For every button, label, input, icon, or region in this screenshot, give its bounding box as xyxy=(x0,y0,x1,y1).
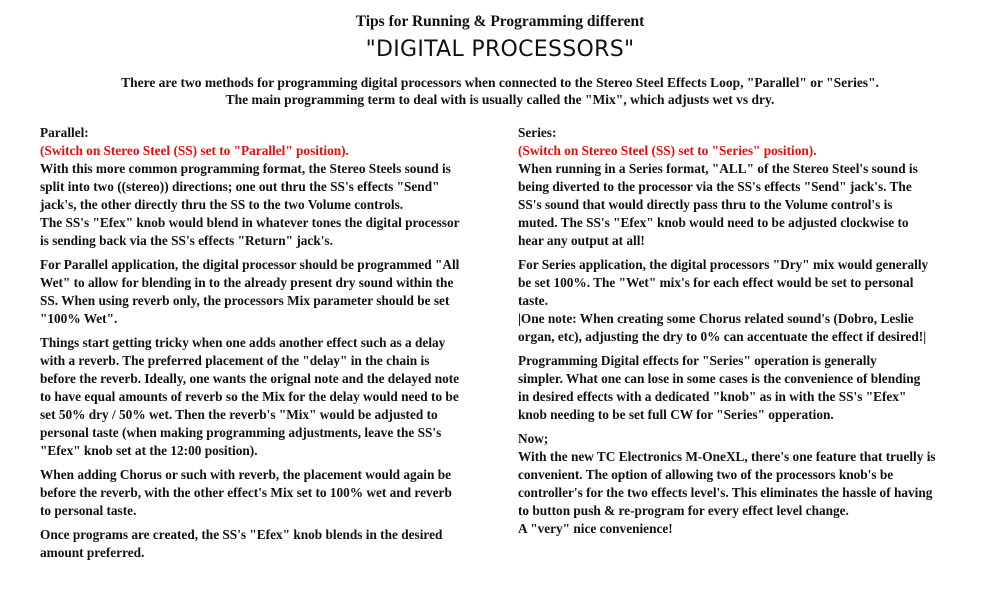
text-line: hear any output at all! xyxy=(518,233,645,248)
series-heading: Series: xyxy=(518,125,557,140)
text-line: Now; xyxy=(518,431,549,446)
text-line: to have equal amounts of reverb so the Mix for the delay would need to be xyxy=(40,389,459,404)
parallel-paragraph xyxy=(40,466,480,520)
text-line: taste. xyxy=(518,293,548,308)
parallel-paragraph xyxy=(40,526,480,562)
document-supertitle: Tips for Running & Programming different xyxy=(355,13,645,30)
text-line: Things start getting tricky when one adds another effect such as a delay xyxy=(40,335,446,350)
text-line: before the reverb, with the other effect's Mix set to 100% wet and reverb xyxy=(40,485,452,500)
text-line: in desired effects with a dedicated "knob" as in with the SS's "Efex" xyxy=(518,389,907,404)
text-line: personal taste (when making programming adjustments, leave the SS's xyxy=(40,425,442,440)
parallel-paragraph xyxy=(40,256,480,328)
series-switch-note: (Switch on Stereo Steel (SS) set to "Series" position). xyxy=(518,143,817,158)
intro-line: There are two methods for programming digital processors when connected to the Stereo Steel Effects Loop, "Parallel" or "Series". xyxy=(121,75,879,90)
text-line: muted. The SS's "Efex" knob would need to be adjusted clockwise to xyxy=(518,215,909,230)
text-line: When adding Chorus or such with reverb, the placement would again be xyxy=(40,467,452,482)
text-line: is sending back via the SS's effects "Return" jack's. xyxy=(40,233,333,248)
text-line: being diverted to the processor via the SS's effects "Send" jack's. The xyxy=(518,179,912,194)
text-line: jack's, the other directly thru the SS to the two Volume controls. xyxy=(40,197,404,212)
text-line: to button push & re-program for every effect level change. xyxy=(518,503,849,518)
text-line: "Efex" knob set at the 12:00 position). xyxy=(40,443,258,458)
text-line: When running in a Series format, "ALL" of the Stereo Steel's sound is xyxy=(518,161,918,176)
parallel-heading: Parallel: xyxy=(40,125,89,140)
text-line: controller's for the two effects level's. This eliminates the hassle of having xyxy=(518,485,933,500)
text-line: set 50% dry / 50% wet. Then the reverb's "Mix" would be adjusted to xyxy=(40,407,438,422)
text-line: simpler. What one can lose in some cases is the convenience of blending xyxy=(518,371,921,386)
text-line: With this more common programming format, the Stereo Steels sound is xyxy=(40,161,451,176)
series-paragraph xyxy=(518,160,968,250)
parallel-switch-note: (Switch on Stereo Steel (SS) set to "Parallel" position). xyxy=(40,143,349,158)
text-line: before the reverb. Ideally, one wants the orignal note and the delayed note xyxy=(40,371,460,386)
series-section xyxy=(518,124,968,538)
text-line: to personal taste. xyxy=(40,503,137,518)
parallel-paragraph xyxy=(40,160,480,250)
text-line: Wet" to allow for blending in to the already present dry sound within the xyxy=(40,275,454,290)
text-line: |One note: When creating some Chorus related sound's (Dobro, Leslie xyxy=(518,311,914,326)
text-line: organ, etc), adjusting the dry to 0% can accentuate the effect if desired!| xyxy=(518,329,927,344)
series-paragraph xyxy=(518,430,968,538)
text-line: Programming Digital effects for "Series" operation is generally xyxy=(518,353,877,368)
text-line: For Parallel application, the digital processor should be programmed "All xyxy=(40,257,460,272)
intro-text xyxy=(0,74,1000,108)
text-line: The SS's "Efex" knob would blend in whatever tones the digital processor xyxy=(40,215,460,230)
text-line: be set 100%. The "Wet" mix's for each effect would be set to personal xyxy=(518,275,914,290)
text-line: knob needing to be set full CW for "Series" opperation. xyxy=(518,407,834,422)
text-line: split into two ((stereo)) directions; one out thru the SS's effects "Send" xyxy=(40,179,440,194)
text-line: With the new TC Electronics M-OneXL, there's one feature that truelly is xyxy=(518,449,936,464)
text-line: "100% Wet". xyxy=(40,311,118,326)
text-line: convenient. The option of allowing two of the processors knob's be xyxy=(518,467,894,482)
text-line: SS. When using reverb only, the processors Mix parameter should be set xyxy=(40,293,450,308)
text-line: For Series application, the digital processors "Dry" mix would generally xyxy=(518,257,929,272)
text-line: SS's sound that would directly pass thru to the Volume control's is xyxy=(518,197,893,212)
text-line: amount preferred. xyxy=(40,545,145,560)
text-line: Once programs are created, the SS's "Efex" knob blends in the desired xyxy=(40,527,443,542)
document-title: "DIGITAL PROCESSORS" xyxy=(365,37,635,62)
intro-line: The main programming term to deal with is usually called the "Mix", which adjusts wet vs dry. xyxy=(225,92,775,107)
parallel-paragraph xyxy=(40,334,480,460)
text-line: A "very" nice convenience! xyxy=(518,521,673,536)
text-line: with a reverb. The preferred placement of the "delay" in the chain is xyxy=(40,353,430,368)
series-paragraph xyxy=(518,256,968,346)
parallel-section xyxy=(40,124,480,562)
series-paragraph xyxy=(518,352,968,424)
